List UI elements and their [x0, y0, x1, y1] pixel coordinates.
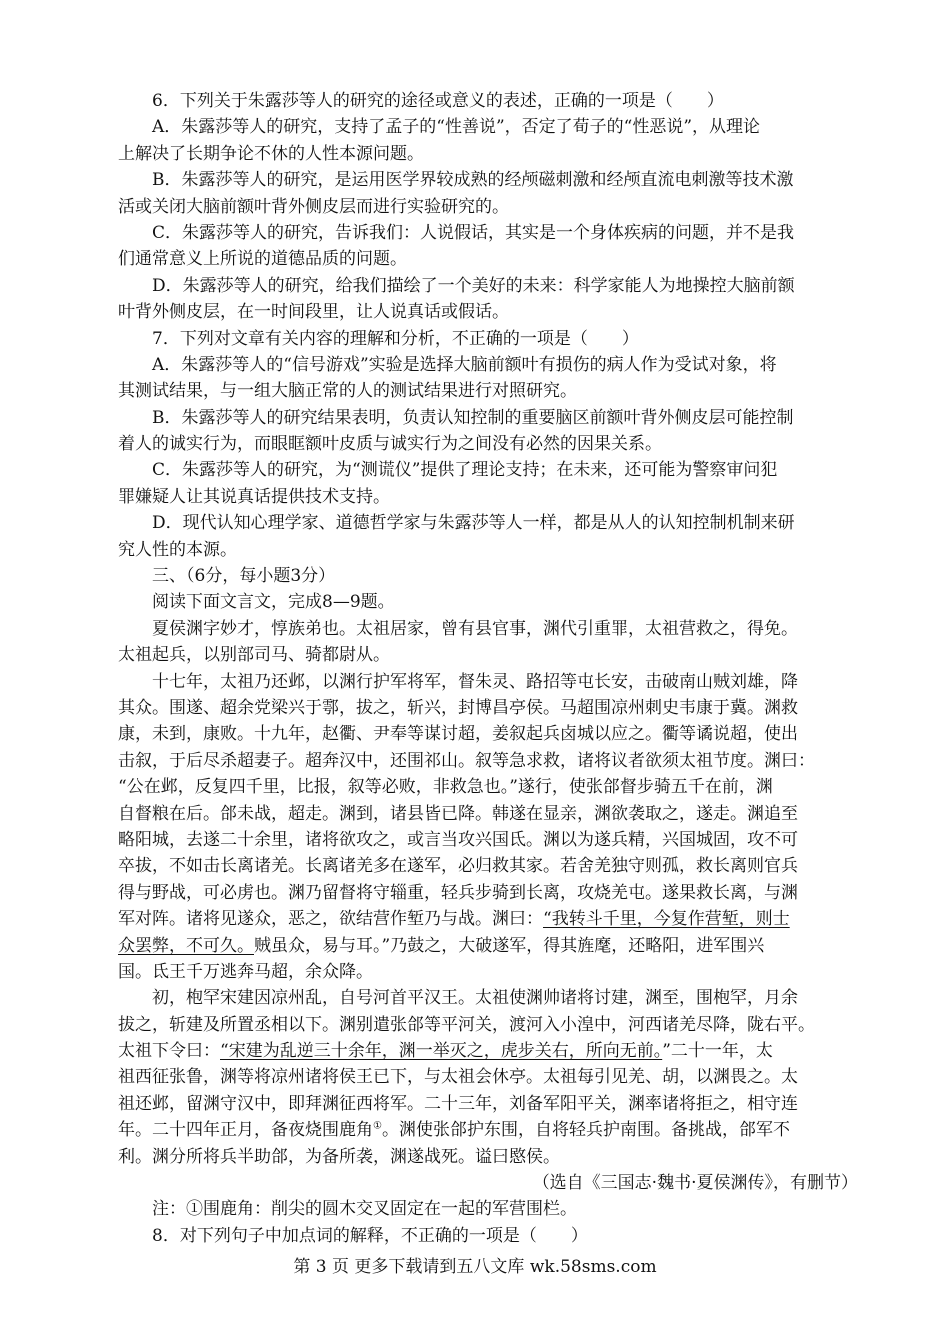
text-line: [118, 1012, 858, 1038]
line-text: 三、（6分，每小题3分）: [152, 566, 336, 587]
page-footer: 第 3 页 更多下载请到五八文库 wk.58sms.com: [293, 1257, 657, 1277]
text-line: [118, 510, 858, 536]
text-line: [118, 114, 858, 140]
text-line: [118, 299, 858, 325]
line-text: 卒拔，不如击长离诸羌。长离诸羌多在遂军，必归救其家。若舍羌独守则孤，救长离则官兵: [118, 856, 798, 877]
line-text: 们通常意义上所说的道德品质的问题。: [118, 249, 407, 270]
line-text: 6．下列关于朱露莎等人的研究的途径或意义的表述，正确的一项是（ ）: [152, 91, 724, 111]
text-line: [118, 1223, 858, 1249]
line-text: C．朱露莎等人的研究，为“测谎仪”提供了理论支持；在未来，还可能为警察审问犯: [152, 460, 778, 481]
text-line: [118, 88, 858, 114]
line-text: “公在邺，反复四千里，比报，叙等必败，非救急也。”遂行，使张郃督步骑五千在前，渊: [118, 777, 773, 798]
underlined-text: “宋建为乱逆三十余年，渊一举灭之，虎步关右，所向无前。: [220, 1041, 663, 1062]
line-text: 其众。围遂、超余党梁兴于鄠，拔之，斩兴，封博昌亭侯。马超围凉州刺史韦康于冀。渊救: [118, 697, 798, 718]
line-text: A．朱露莎等人的“信号游戏”实验是选择大脑前额叶有损伤的病人作为受试对象，将: [152, 354, 777, 375]
line-text: 十七年，太祖乃还邺，以渊行护军将军，督朱灵、路招等屯长安，击破南山贼刘雄，降: [152, 671, 798, 692]
line-text: 年。二十四年正月，备夜烧围鹿角: [118, 1120, 373, 1141]
line-text: 叶背外侧皮层，在一时间段里，让人说真话或假话。: [118, 302, 509, 323]
text-line: [118, 141, 858, 167]
line-text: 8．对下列句子中加点词的解释，不正确的一项是（ ）: [152, 1225, 588, 1246]
line-text: 祖还邺，留渊守汉中，即拜渊征西将军。二十三年，刘备军阳平关，渊率诸将拒之，相守连: [118, 1093, 798, 1114]
text-line: [118, 1170, 858, 1196]
text-line: [118, 405, 858, 431]
text-line: [118, 537, 858, 563]
line-text: 略阳城，去遂二十余里，诸将欲攻之，或言当攻兴国氐。渊以为遂兵精，兴国城固，攻不可: [118, 829, 798, 850]
text-line: [118, 642, 858, 668]
text-line: [118, 853, 858, 879]
line-text: 击叙，于后尽杀超妻子。超奔汉中，还围祁山。叙等急求救，诸将议者欲须太祖节度。渊曰：: [118, 750, 815, 771]
line-text: 贼虽众，易与耳。”乃鼓之，大破遂军，得其旌麾，还略阳，进军围兴: [254, 935, 765, 956]
text-line: [118, 246, 858, 272]
text-line: [118, 959, 858, 985]
text-line: [118, 695, 858, 721]
text-line: [118, 457, 858, 483]
text-line: [118, 431, 858, 457]
text-line: [118, 1117, 858, 1143]
line-text: 其测试结果，与一组大脑正常的人的测试结果进行对照研究。: [118, 381, 577, 402]
line-text: B．朱露莎等人的研究，是运用医学界较成熟的经颅磁刺激和经颅直流电刺激等技术激: [152, 170, 794, 191]
text-line: [118, 378, 858, 404]
text-line: [118, 220, 858, 246]
text-line: [118, 326, 858, 352]
line-text: 太祖起兵，以别部司马、骑都尉从。: [118, 645, 390, 666]
text-line: [118, 1144, 858, 1170]
underlined-text: “我转斗千里，今复作营堑，则士: [543, 909, 790, 930]
document-body: [118, 88, 858, 1249]
line-text: A．朱露莎等人的研究，支持了孟子的“性善说”，否定了荀子的“性恶说”，从理论: [152, 117, 761, 138]
line-text: 究人性的本源。: [118, 539, 237, 560]
text-line: [118, 933, 858, 959]
text-line: [118, 774, 858, 800]
line-text: （选自《三国志·魏书·夏侯渊传》，有删节）: [532, 1173, 858, 1194]
text-line: [118, 352, 858, 378]
text-line: [118, 1196, 858, 1222]
line-text: 。渊使张郃护东围，自将轻兵护南围。备挑战，郃军不: [381, 1120, 790, 1141]
line-text: 国。氐王千万逃奔马超，余众降。: [118, 961, 373, 982]
text-line: [118, 1091, 858, 1117]
line-text: 自督粮在后。郃未战，超走。渊到，诸县皆已降。韩遂在显亲，渊欲袭取之，遂走。渊追至: [118, 803, 798, 824]
line-text: 注：①围鹿角：削尖的圆木交叉固定在一起的军营围栏。: [152, 1199, 577, 1220]
line-text: D．现代认知心理学家、道德哲学家与朱露莎等人一样，都是从人的认知控制机制来研: [152, 513, 795, 534]
line-text: 拔之，斩建及所置丞相以下。渊别遣张郃等平河关，渡河入小湟中，河西诸羌尽降，陇右平。: [118, 1014, 815, 1035]
text-line: [118, 880, 858, 906]
text-line: [118, 748, 858, 774]
text-line: [118, 194, 858, 220]
line-text: 康，未到，康败。十九年，赵衢、尹奉等谋讨超，姜叙起兵卤城以应之。衢等谲说超，使出: [118, 724, 798, 745]
text-line: [118, 906, 858, 932]
line-text: 着人的诚实行为，而眼眶额叶皮质与诚实行为之间没有必然的因果关系。: [118, 434, 662, 455]
line-text: ”二十一年，太: [662, 1041, 773, 1062]
line-text: 祖西征张鲁，渊等将凉州诸将侯王已下，与太祖会休亭。太祖每引见羌、胡，以渊畏之。太: [118, 1067, 798, 1088]
line-text: 得与野战，可必虏也。渊乃留督将守辎重，轻兵步骑到长离，攻烧羌屯。遂果救长离，与渊: [118, 882, 798, 903]
underlined-text: 众罢弊，不可久。: [118, 935, 254, 956]
line-text: B．朱露莎等人的研究结果表明，负责认知控制的重要脑区前额叶背外侧皮层可能控制: [152, 407, 794, 428]
text-line: [118, 801, 858, 827]
text-line: [118, 1038, 858, 1064]
line-text: 活或关闭大脑前额叶背外侧皮层而进行实验研究的。: [118, 196, 509, 217]
text-line: [118, 273, 858, 299]
text-line: [118, 827, 858, 853]
line-text: 初，枹罕宋建因凉州乱，自号河首平汉王。太祖使渊帅诸将讨建，渊至，围枹罕，月余: [152, 988, 798, 1009]
text-line: [118, 563, 858, 589]
text-line: [118, 721, 858, 747]
line-text: 罪嫌疑人让其说真话提供技术支持。: [118, 486, 390, 507]
text-line: [118, 669, 858, 695]
line-text: 太祖下令曰：: [118, 1041, 220, 1062]
footnote-marker: ①: [373, 1120, 382, 1132]
line-text: 军对阵。诸将见遂众，恶之，欲结营作堑乃与战。渊曰：: [118, 909, 543, 930]
line-text: 上解决了长期争论不休的人性本源问题。: [118, 143, 424, 164]
line-text: D．朱露莎等人的研究，给我们描绘了一个美好的未来：科学家能人为地操控大脑前额: [152, 275, 795, 296]
line-text: C．朱露莎等人的研究，告诉我们：人说假话，其实是一个身体疾病的问题，并不是我: [152, 222, 795, 243]
text-line: [118, 167, 858, 193]
line-text: 7．下列对文章有关内容的理解和分析，不正确的一项是（ ）: [152, 328, 639, 349]
text-line: [118, 589, 858, 615]
line-text: 阅读下面文言文，完成8—9题。: [152, 592, 395, 613]
line-text: 利。渊分所将兵半助郃，为备所袭，渊遂战死。谥曰愍侯。: [118, 1146, 560, 1167]
text-line: [118, 484, 858, 510]
text-line: [118, 1064, 858, 1090]
line-text: 夏侯渊字妙才，惇族弟也。太祖居家，曾有县官事，渊代引重罪，太祖营救之，得免。: [152, 618, 798, 639]
text-line: [118, 985, 858, 1011]
text-line: [118, 616, 858, 642]
